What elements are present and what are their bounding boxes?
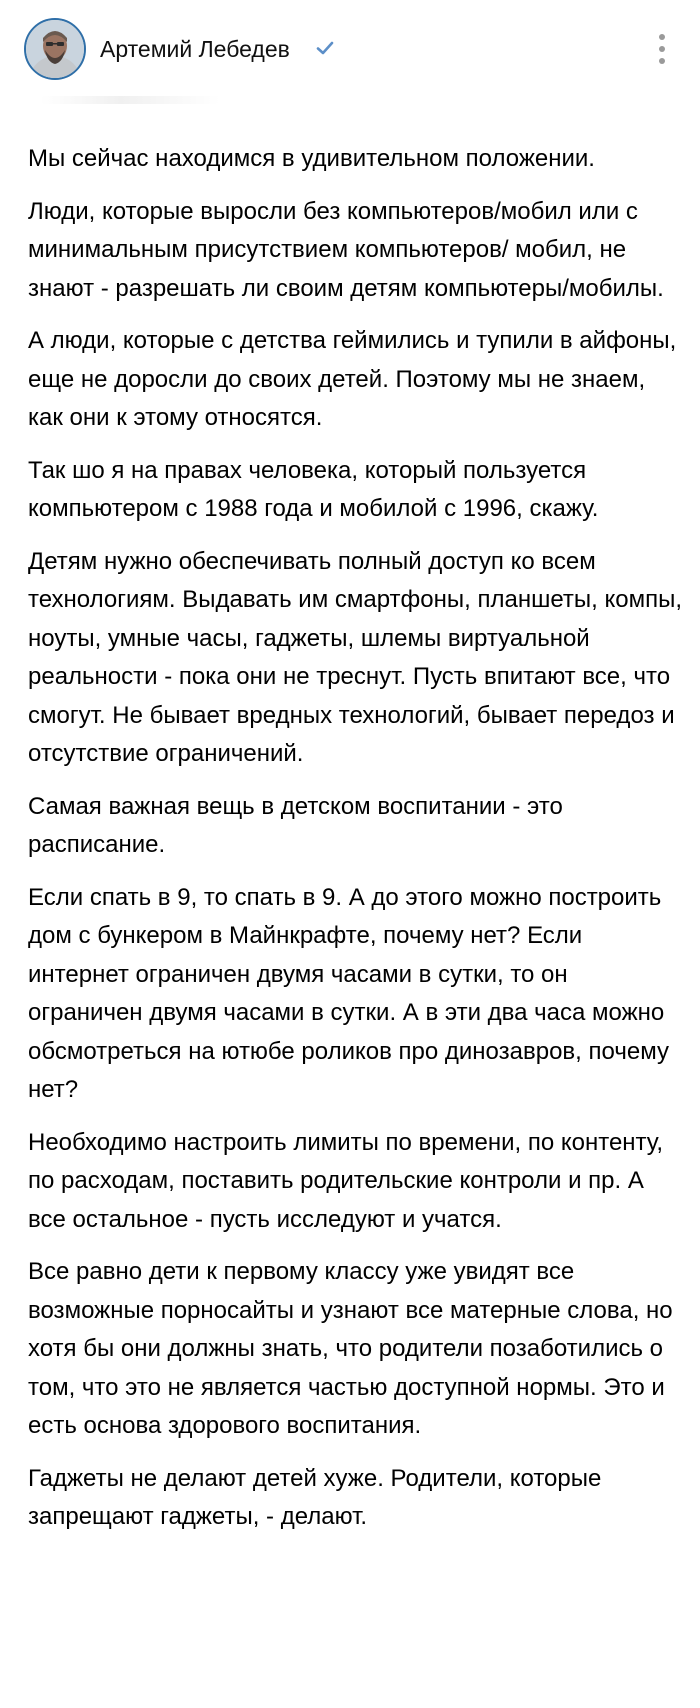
- post-paragraph: Самая важная вещь в детском воспитании - это расписание.: [28, 792, 563, 858]
- post-paragraph: Люди, которые выросли без компьютеров/мобил или с минимальным присутствием компьютеров/ мобил, не знают - разрешать ли своим детям компьютеры/мобилы.: [28, 197, 664, 302]
- post-paragraph: Детям нужно обеспечивать полный доступ ко всем технологиям. Выдавать им смартфоны, планшеты, компы, ноуты, умные часы, гаджеты, шлемы виртуальной реальности - пока они не треснут. Пусть впитают все, что смогут. Не бывает вредных технологий, бывает передоз и отсутствие ограничений.: [28, 547, 682, 767]
- post-paragraph: Все равно дети к первому классу уже увидят все возможные порносайты и узнают все матерные слова, но хотя бы они должны знать, что родители позаботились о том, что это не является частью доступной нормы. Это и есть основа здорового воспитания.: [28, 1258, 673, 1439]
- avatar[interactable]: [24, 18, 86, 80]
- post-paragraph: Так шо я на правах человека, который пользуется компьютером с 1988 года и мобилой с 1996, скажу.: [28, 456, 599, 522]
- post-paragraph: Мы сейчас находимся в удивительном положении.: [28, 145, 595, 172]
- post-body: [28, 140, 683, 1551]
- author-avatar-icon: [26, 20, 84, 78]
- post-paragraph: А люди, которые с детства геймились и тупили в айфоны, еще не доросли до своих детей. Поэтому мы не знаем, как они к этому относятся.: [28, 327, 677, 431]
- author-name[interactable]: Артемий Лебедев: [100, 36, 290, 62]
- post-paragraph: Гаджеты не делают детей хуже. Родители, которые запрещают гаджеты, - делают.: [28, 1464, 602, 1530]
- more-options-button[interactable]: [650, 30, 674, 70]
- header-divider: [40, 96, 220, 104]
- verified-check-icon: [315, 38, 335, 58]
- post-paragraph: Необходимо настроить лимиты по времени, по контенту, по расходам, поставить родительские контроли и пр. А все остальное - пусть исследуют и учатся.: [28, 1128, 664, 1233]
- post-header: [0, 0, 700, 110]
- post-paragraph: Если спать в 9, то спать в 9. А до этого можно построить дом с бункером в Майнкрафте, почему нет? Если интернет ограничен двумя часами в сутки, то он ограничен двумя часами в сутки. А в эти два часа можно обсмотреться на ютюбе роликов про динозавров, почему нет?: [28, 883, 669, 1103]
- more-vertical-icon: [650, 30, 674, 70]
